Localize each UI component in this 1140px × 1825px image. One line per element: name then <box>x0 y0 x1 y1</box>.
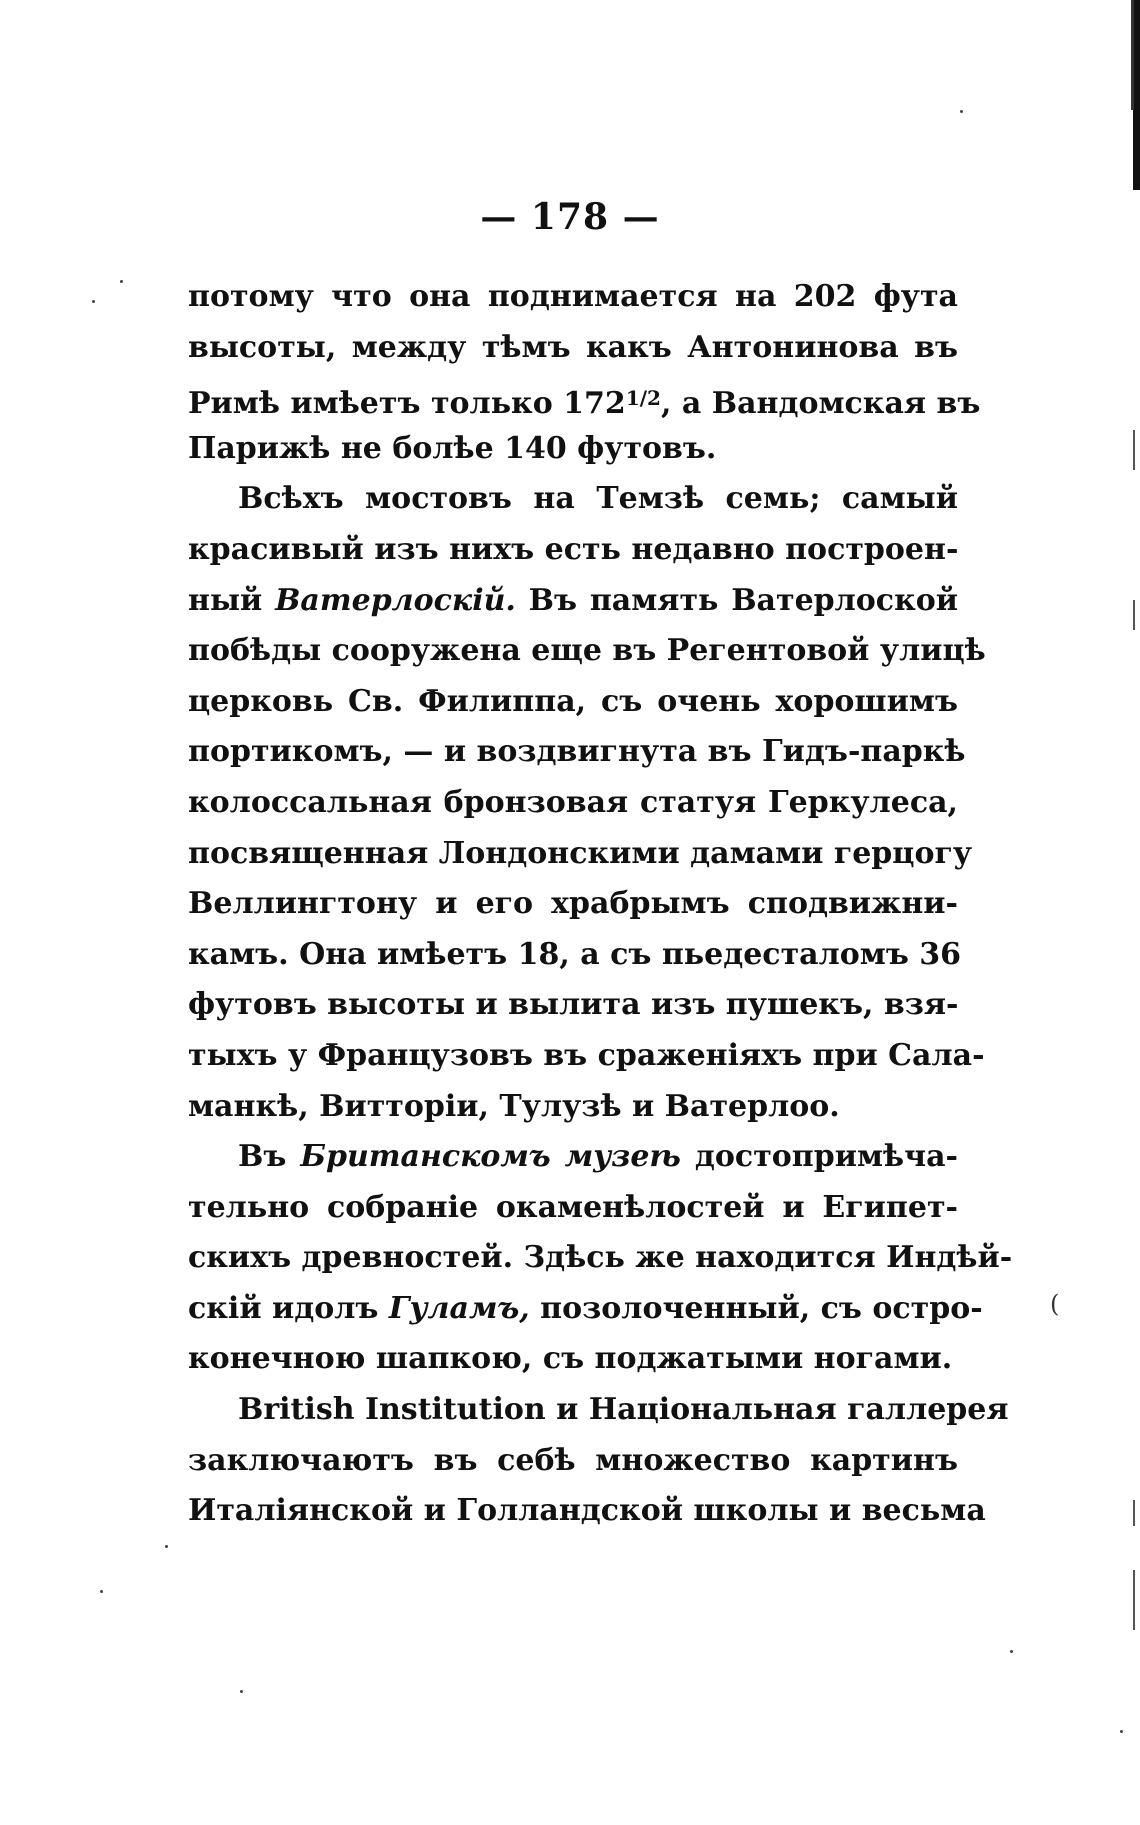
italic-text: Ватерлоскій. <box>275 582 516 618</box>
scan-speck <box>92 300 95 303</box>
text-line: Веллингтону и его храбрымъ сподвижни- <box>188 886 958 922</box>
text-line: колоссальная бронзовая статуя Геркулеса, <box>188 784 958 820</box>
text-line <box>188 373 981 424</box>
text-line: Всѣхъ мостовъ на Темзѣ семь; самый <box>238 481 958 517</box>
text-line <box>188 1284 983 1335</box>
text-line: Италіянской и Голландской школы и весьма <box>188 1493 986 1529</box>
text-segment: Въ <box>238 1139 301 1175</box>
italic-text: Британскомъ музеѣ <box>300 1139 681 1175</box>
body-text <box>188 272 1013 1537</box>
text-line: тыхъ у Французовъ въ сраженіяхъ при Сала- <box>188 1037 985 1073</box>
text-line: камъ. Она имѣетъ 18, а съ пьедесталомъ 36 <box>188 936 962 972</box>
scan-mark <box>1133 430 1135 470</box>
text-line: тельно собраніе окаменѣлостей и Египет- <box>188 1189 958 1225</box>
text-segment: позолоченный, съ остро- <box>529 1290 983 1326</box>
scan-speck <box>960 110 963 113</box>
text-line <box>188 1132 958 1183</box>
scan-speck <box>1120 1730 1123 1733</box>
text-segment: достопримѣча- <box>680 1139 958 1175</box>
text-segment: , а Вандомская въ <box>660 386 981 422</box>
scan-speck <box>1010 1650 1013 1653</box>
scan-speck <box>100 1590 103 1593</box>
text-line: высоты, между тѣмъ какъ Антонинова въ <box>188 329 958 365</box>
scan-speck <box>240 1690 243 1693</box>
text-line: Парижѣ не болѣе 140 футовъ. <box>188 430 717 466</box>
page-number: — 178 — <box>480 196 660 238</box>
text-segment: Въ память Ватерлоской <box>515 582 958 618</box>
scan-speck <box>120 280 123 283</box>
scan-mark <box>1133 1500 1135 1526</box>
fraction: 1/2 <box>625 386 661 411</box>
text-line: церковь Св. Филиппа, съ очень хорошимъ <box>188 683 958 719</box>
text-line: конечною шапкою, съ поджатыми ногами. <box>188 1341 953 1377</box>
text-line: скихъ древностей. Здѣсь же находится Индѣй- <box>188 1240 1013 1276</box>
text-line: посвященная Лондонскими дамами герцогу <box>188 835 973 871</box>
text-line: портикомъ, — и воздвигнута въ Гидъ-паркѣ <box>188 734 966 770</box>
scan-speck <box>165 1545 168 1548</box>
italic-text: Гуламъ, <box>388 1290 530 1326</box>
text-line: заключаютъ въ себѣ множество картинъ <box>188 1442 958 1478</box>
scan-mark <box>1133 600 1135 630</box>
text-segment: ный <box>188 582 276 618</box>
margin-mark: ( <box>1050 1290 1060 1318</box>
page-edge-shadow-thin <box>1131 0 1134 110</box>
text-line: British Institution и Національная галлерея <box>238 1392 1009 1428</box>
text-line: красивый изъ нихъ есть недавно построен- <box>188 531 959 567</box>
text-segment: скій идолъ <box>188 1290 389 1326</box>
text-line: манкѣ, Витторіи, Тулузѣ и Ватерлоо. <box>188 1088 840 1124</box>
text-segment: Римѣ имѣетъ только 172 <box>188 386 626 422</box>
text-line: потому что она поднимается на 202 фута <box>188 279 958 314</box>
text-line: футовъ высоты и вылита изъ пушекъ, взя- <box>188 987 959 1023</box>
text-line <box>188 576 958 627</box>
page-edge-shadow <box>1133 0 1140 190</box>
text-line: побѣды сооружена еще въ Регентовой улицѣ <box>188 633 986 669</box>
scan-mark <box>1133 1570 1135 1630</box>
